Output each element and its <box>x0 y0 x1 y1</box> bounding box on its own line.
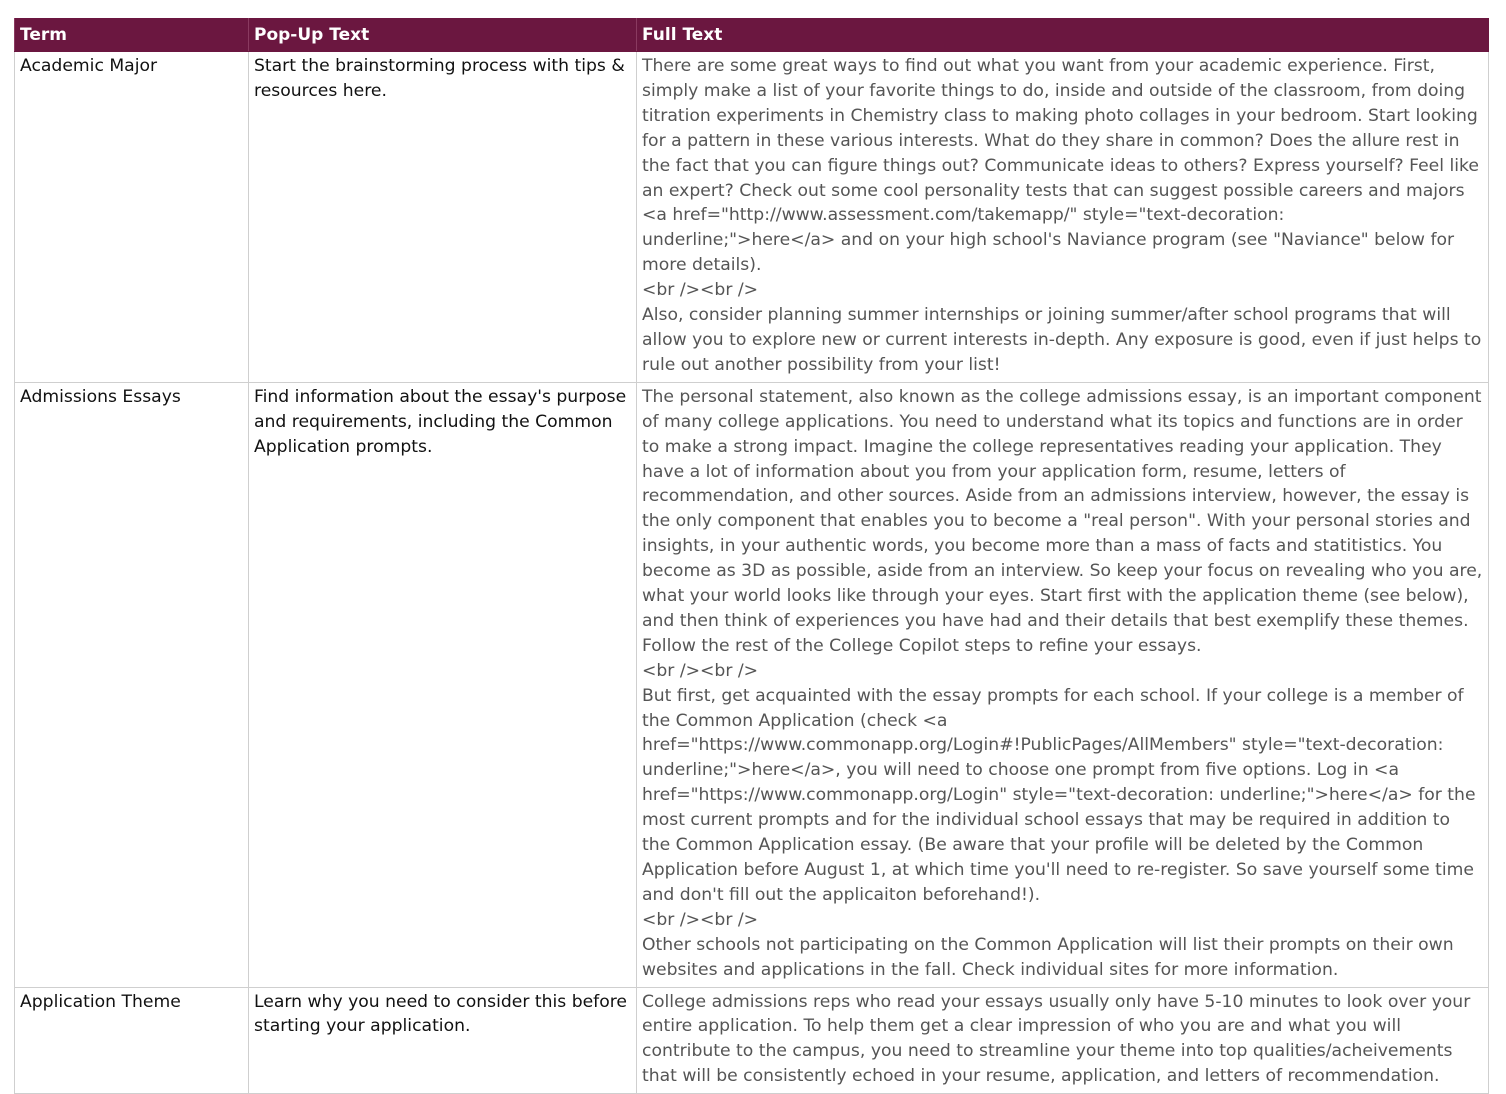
popup-text-cell[interactable]: Learn why you need to consider this before starting your application. <box>249 987 637 1094</box>
term-cell[interactable]: Application Theme <box>15 987 249 1094</box>
table-row <box>15 382 1489 987</box>
header-row <box>15 18 1489 52</box>
popup-text-cell[interactable]: Start the brainstorming process with tips & resources here. <box>249 52 637 383</box>
header-term: Term <box>15 18 249 52</box>
table-row <box>15 52 1489 383</box>
term-cell[interactable]: Academic Major <box>15 52 249 383</box>
header-full-text: Full Text <box>637 18 1489 52</box>
full-text-cell[interactable]: There are some great ways to find out what you want from your academic experience. First, simply make a list of your favorite things to do, inside and outside of the classroom, from doing titration experiments in Chemistry class to making photo collages in your bedroom. Start looking for a pattern in these various interests. What do they share in common? Does the allure rest in the fact that you can figure things out? Communicate ideas to others? Express yourself? Feel like an expert? Check out some cool personality tests that can suggest possible careers and majors <a href="http://www.assessment.com/takemapp/" style="text-decoration: underline;">here</a> and on your high school's Naviance program (see "Naviance" below for more details). <br /><br /> Also, consider planning summer internships or joining summer/after school programs that will allow you to explore new or current interests in-depth. Any exposure is good, even if just helps to rule out another possibility from your list! <box>637 52 1489 383</box>
table-row <box>15 987 1489 1094</box>
popup-text-cell[interactable]: Find information about the essay's purpose and requirements, including the Common Application prompts. <box>249 382 637 987</box>
header-popup-text: Pop-Up Text <box>249 18 637 52</box>
term-cell[interactable]: Admissions Essays <box>15 382 249 987</box>
full-text-cell[interactable]: College admissions reps who read your essays usually only have 5-10 minutes to look over your entire application. To help them get a clear impression of who you are and what you will contribute to the campus, you need to streamline your theme into top qualities/acheivements that will be consistently echoed in your resume, application, and letters of recommendation. <box>637 987 1489 1094</box>
full-text-cell[interactable]: The personal statement, also known as the college admissions essay, is an important component of many college applications. You need to understand what its topics and functions are in order to make a strong impact. Imagine the college representatives reading your application. They have a lot of information about you from your application form, resume, letters of recommendation, and other sources. Aside from an admissions interview, however, the essay is the only component that enables you to become a "real person". With your personal stories and insights, in your authentic words, you become more than a mass of facts and statitistics. You become as 3D as possible, aside from an interview. So keep your focus on revealing who you are, what your world looks like through your eyes. Start first with the application theme (see below), and then think of experiences you have had and their details that best exemplify these themes. Follow the rest of the College Copilot steps to refine your essays. <br /><br /> But first, get acquainted with the essay prompts for each school. If your college is a member of the Common Application (check <a href="https://www.commonapp.org/Login#!PublicPages/AllMembers" style="text-decoration: underline;">here</a>, you will need to choose one prompt from five options. Log in <a href="https://www.commonapp.org/Login" style="text-decoration: underline;">here</a> for the most current prompts and for the individual school essays that may be required in addition to the Common Application essay. (Be aware that your profile will be deleted by the Common Application before August 1, at which time you'll need to re-register. So save yourself some time and don't fill out the applicaiton beforehand!). <br /><br /> Other schools not participating on the Common Application will list their prompts on their own websites and applications in the fall. Check individual sites for more information. <box>637 382 1489 987</box>
glossary-table <box>14 18 1489 1094</box>
